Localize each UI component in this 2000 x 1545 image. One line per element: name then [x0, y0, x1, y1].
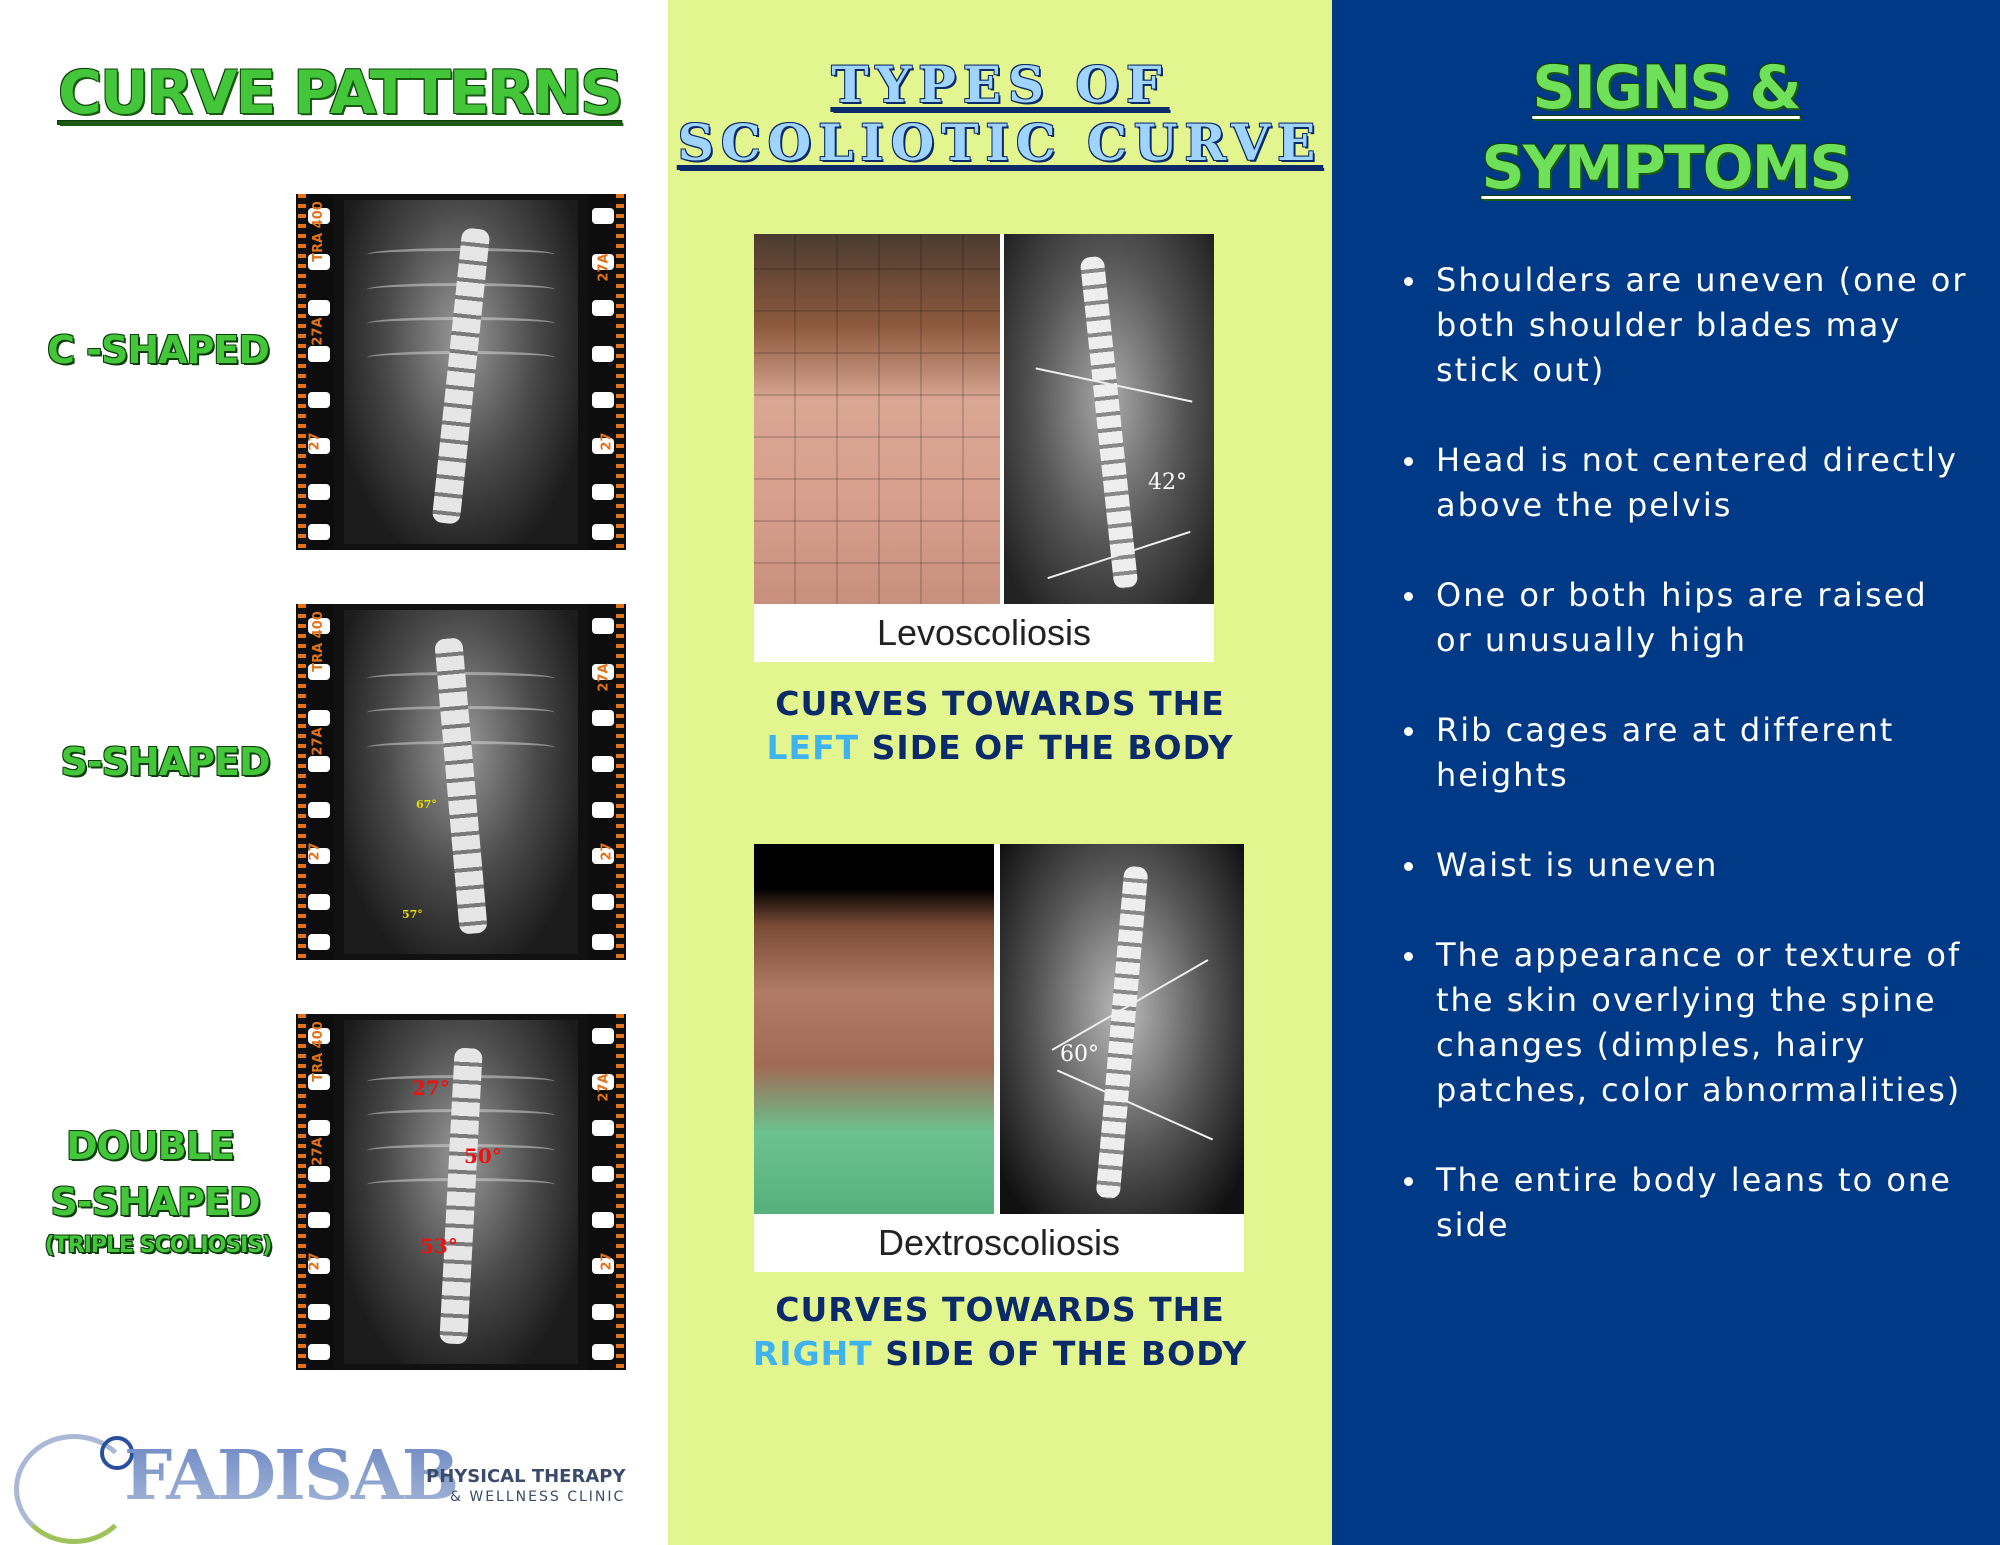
- logo-name: FADISAB: [124, 1436, 458, 1516]
- dextro-back-photo: [754, 844, 994, 1214]
- list-item: Shoulders are uneven (one or both shoulder blades may stick out): [1400, 258, 1970, 393]
- list-item: The appearance or texture of the skin overlying the spine changes (dimples, hairy patches, color abnormalities): [1400, 933, 1970, 1113]
- film-code: 27: [599, 432, 615, 451]
- levo-text-line1: CURVES TOWARDS THE: [775, 684, 1225, 723]
- film-code: TRA 400: [310, 201, 326, 262]
- dextro-angle: 60°: [1060, 1042, 1099, 1067]
- levoscoliosis-caption: Levoscoliosis: [876, 612, 1092, 653]
- dextro-text-line1: CURVES TOWARDS THE: [775, 1290, 1225, 1329]
- film-code: 27A: [596, 1073, 612, 1102]
- signs-column: [1332, 0, 2000, 1545]
- list-item: Head is not centered directly above the pelvis: [1400, 438, 1970, 528]
- double-s-shaped-xray-film: [296, 1014, 626, 1370]
- signs-title-line1: SIGNS &: [1532, 53, 1800, 123]
- list-item: Rib cages are at different heights: [1400, 708, 1970, 798]
- film-code: TRA 400: [310, 1021, 326, 1082]
- film-code: 27A: [310, 727, 326, 756]
- logo-subtitle-2: & WELLNESS CLINIC: [450, 1489, 626, 1505]
- dextro-description: [668, 1288, 1332, 1376]
- signs-title-line2: SYMPTOMS: [1481, 133, 1851, 203]
- levo-text-line2: SIDE OF THE BODY: [871, 728, 1234, 767]
- dextro-xray: [1000, 844, 1244, 1214]
- film-code: 27: [307, 432, 323, 451]
- double-label-line1: DOUBLE: [66, 1124, 234, 1168]
- levoscoliosis-photo: [754, 234, 1214, 662]
- list-item: Waist is uneven: [1400, 843, 1970, 888]
- double-angle-27: 27°: [412, 1076, 450, 1100]
- film-code: 27A: [310, 1137, 326, 1166]
- s-shaped-angle-67: 67°: [416, 798, 437, 811]
- levo-description: [668, 682, 1332, 770]
- c-shaped-xray-film: [296, 194, 626, 550]
- levo-xray: [1004, 234, 1214, 604]
- film-code: 27: [307, 842, 323, 861]
- double-s-shaped-xray-image: [344, 1020, 578, 1364]
- left-highlight: LEFT: [766, 728, 860, 767]
- types-title: [668, 56, 1332, 172]
- levo-angle: 42°: [1148, 470, 1187, 495]
- film-code: 27: [599, 1252, 615, 1271]
- c-shaped-label: C -SHAPED: [47, 328, 269, 372]
- levo-back-photo: [754, 234, 1000, 604]
- double-label-line2: S-SHAPED: [50, 1180, 260, 1224]
- logo-subtitle-1: PHYSICAL THERAPY: [426, 1466, 626, 1487]
- list-item: The entire body leans to one side: [1400, 1158, 1970, 1248]
- right-highlight: RIGHT: [752, 1334, 873, 1373]
- types-title-line1: TYPES OF: [831, 55, 1169, 114]
- curve-patterns-column: [0, 0, 668, 1545]
- clinic-logo: [14, 1430, 664, 1540]
- film-code: 27A: [310, 317, 326, 346]
- film-code: 27A: [596, 253, 612, 282]
- film-code: 27A: [596, 663, 612, 692]
- triple-scoliosis-label: (TRIPLE SCOLIOSIS): [44, 1233, 272, 1258]
- c-shaped-xray-image: [344, 200, 578, 544]
- s-shaped-xray-image: [344, 610, 578, 954]
- dextroscoliosis-caption: Dextroscoliosis: [877, 1222, 1121, 1263]
- double-angle-50: 50°: [464, 1144, 502, 1168]
- film-code: 27: [599, 842, 615, 861]
- dextro-text-line2: SIDE OF THE BODY: [885, 1334, 1248, 1373]
- types-column: [668, 0, 1332, 1545]
- list-item: One or both hips are raised or unusually high: [1400, 573, 1970, 663]
- film-code: TRA 400: [310, 611, 326, 672]
- s-shaped-angle-57: 57°: [402, 908, 423, 921]
- types-title-line2: SCOLIOTIC CURVE: [677, 113, 1323, 172]
- double-angle-53: 53°: [420, 1234, 458, 1258]
- signs-title: [1332, 48, 2000, 208]
- film-code: 27: [307, 1252, 323, 1271]
- curve-patterns-title: CURVE PATTERNS: [58, 58, 622, 128]
- s-shaped-xray-film: [296, 604, 626, 960]
- dextroscoliosis-photo: [754, 844, 1244, 1272]
- symptoms-list: [1400, 258, 1970, 1293]
- s-shaped-label: S-SHAPED: [60, 740, 270, 784]
